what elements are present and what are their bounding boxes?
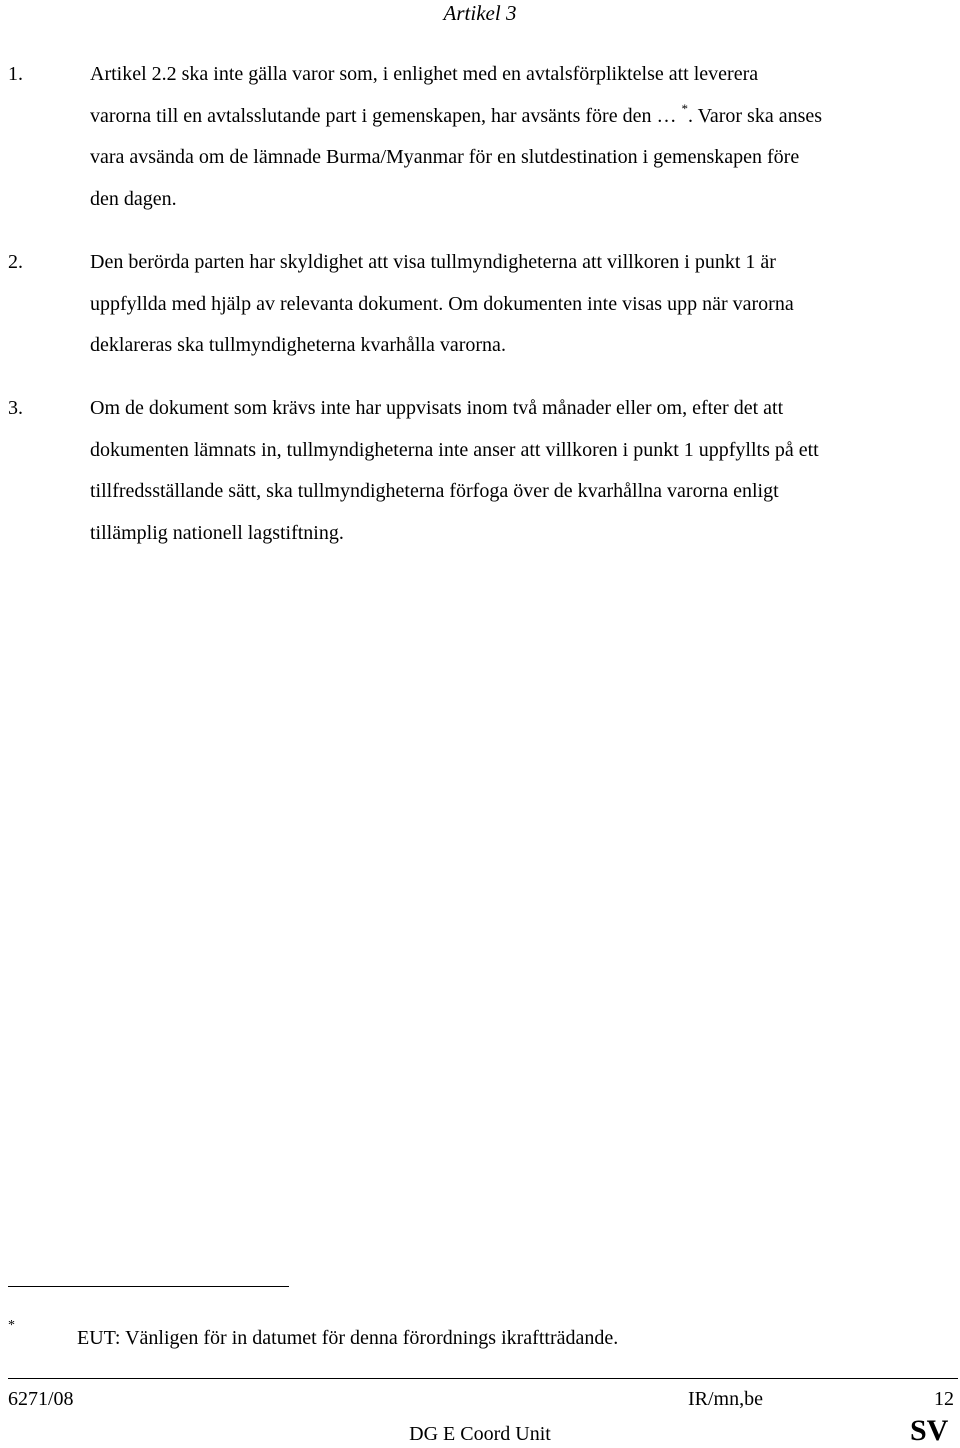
- paragraph-number: 3.: [8, 397, 23, 419]
- page-number: 12: [934, 1388, 954, 1410]
- author-initials: IR/mn,be: [688, 1388, 763, 1410]
- paragraph-line-tail: . Varor ska anses: [687, 104, 823, 127]
- paragraph-line-with-footnote: [90, 96, 958, 138]
- paragraph-line: Artikel 2.2 ska inte gälla varor som, i enlighet med en avtalsförpliktelse att leverera: [90, 63, 759, 85]
- paragraph-line: dokumenten lämnats in, tullmyndigheterna inte anser att villkoren i punkt 1 uppfyllts på ett: [90, 438, 819, 461]
- language-code: SV: [910, 1414, 949, 1447]
- paragraph-line: tillämplig nationell lagstiftning.: [90, 521, 344, 544]
- paragraph-line-text: varorna till en avtalsslutande part i gemenskapen, har avsänts före den …: [90, 104, 682, 127]
- footnote-mark: *: [8, 1318, 15, 1333]
- paragraph-line: vara avsända om de lämnade Burma/Myanmar för en slutdestination i gemenskapen före: [90, 146, 800, 168]
- unit-name: DG E Coord Unit: [409, 1423, 551, 1445]
- paragraph-line: Den berörda parten har skyldighet att visa tullmyndigheterna att villkoren i punkt 1 är: [90, 251, 776, 273]
- footer-separator: [8, 1378, 958, 1379]
- paragraph-body: [90, 242, 958, 367]
- paragraph-body: [90, 54, 958, 220]
- footnote-text: EUT: Vänligen för in datumet för denna förordnings ikraftträdande.: [77, 1327, 619, 1349]
- footnote-separator: [8, 1286, 289, 1287]
- paragraph-line: deklareras ska tullmyndigheterna kvarhålla varorna.: [90, 334, 506, 356]
- document-reference: 6271/08: [8, 1388, 74, 1410]
- paragraph-number: 2.: [8, 251, 23, 273]
- footnote-reference[interactable]: *: [681, 100, 688, 116]
- paragraph-number: 1.: [8, 63, 23, 85]
- paragraph-line: den dagen.: [90, 187, 177, 210]
- paragraph-body: [90, 388, 958, 554]
- article-heading: Artikel 3: [443, 1, 517, 25]
- paragraph-line: tillfredsställande sätt, ska tullmyndigheterna förfoga över de kvarhållna varorna enligt: [90, 480, 779, 502]
- paragraph-line: uppfyllda med hjälp av relevanta dokument. Om dokumenten inte visas upp när varorna: [90, 292, 794, 315]
- paragraph-line: Om de dokument som krävs inte har uppvisats inom två månader eller om, efter det att: [90, 397, 784, 419]
